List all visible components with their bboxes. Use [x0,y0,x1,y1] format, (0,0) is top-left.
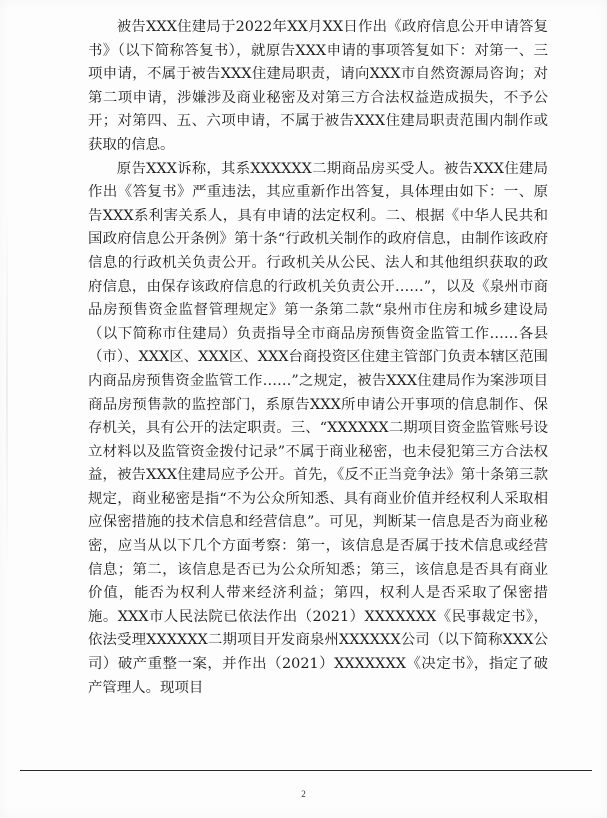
footer-divider [20,770,592,771]
body-text [88,16,548,700]
paragraph-answer-summary: 被告XXX住建局于2022年XX月XX日作出《政府信息公开申请答复书》（以下简称答复书），就原告XXX申请的事项答复如下：对第一、三项申请，不属于被告XXX住建局职责，请向XXX市自然资源局咨询；对第二项申请，涉嫌涉及商业秘密及对第三方合法权益造成损失，不予公开；对第四、五、六项申请，不属于被告XXX住建局职责范围内制作或获取的信息。 [88,19,548,153]
page-number: 2 [301,789,306,799]
scan-edge-shadow [6,200,8,580]
paragraph-plaintiff-claims: 原告XXX诉称，其系XXXXXX二期商品房买受人。被告XXX住建局作出《答复书》严重违法，其应重新作出答复，具体理由如下：一、原告XXX系利害关系人，具有申请的法定权利。二、根据《中华人民共和国政府信息公开条例》第十条“行政机关制作的政府信息，由制作该政府信息的行政机关负责公开。行政机关从公民、法人和其他组织获取的政府信息，由保存该政府信息的行政机关负责公开……”，以及《泉州市商品房预售资金监督管理规定》第一条第二款“泉州市住房和城乡建设局（以下简称市住建局）负责指导全市商品房预售资金监管工作……各县（市）、XXX区、XXX区、XXX台商投资区住建主管部门负责本辖区范围内商品房预售资金监管工作……”之规定，被告XXX住建局作为案涉项目商品房预售款的监控部门，系原告XXX所申请公开事项的信息制作、保存机关，具有公开的法定职责。三、“XXXXXX二期项目资金监管账号设立材料以及监管资金拨付记录”不属于商业秘密，也未侵犯第三方合法权益，被告XXX住建局应予公开。首先，《反不正当竞争法》第十条第三款规定，商业秘密是指“不为公众所知悉、具有商业价值并经权利人采取相应保密措施的技术信息和经营信息”。可见，判断某一信息是否为商业秘密，应当从以下几个方面考察：第一，该信息是否属于技术信息或经营信息；第二，该信息是否已为公众所知悉；第三，该信息是否具有商业价值，能否为权利人带来经济利益；第四，权利人是否采取了保密措施。XXX市人民法院已依法作出（2021）XXXXXXX《民事裁定书》，依法受理XXXXXX二期项目开发商泉州XXXXXX公司（以下简称XXX公司）破产重整一案，并作出（2021）XXXXXXX《决定书》，指定了破产管理人。现项目 [88,160,548,696]
